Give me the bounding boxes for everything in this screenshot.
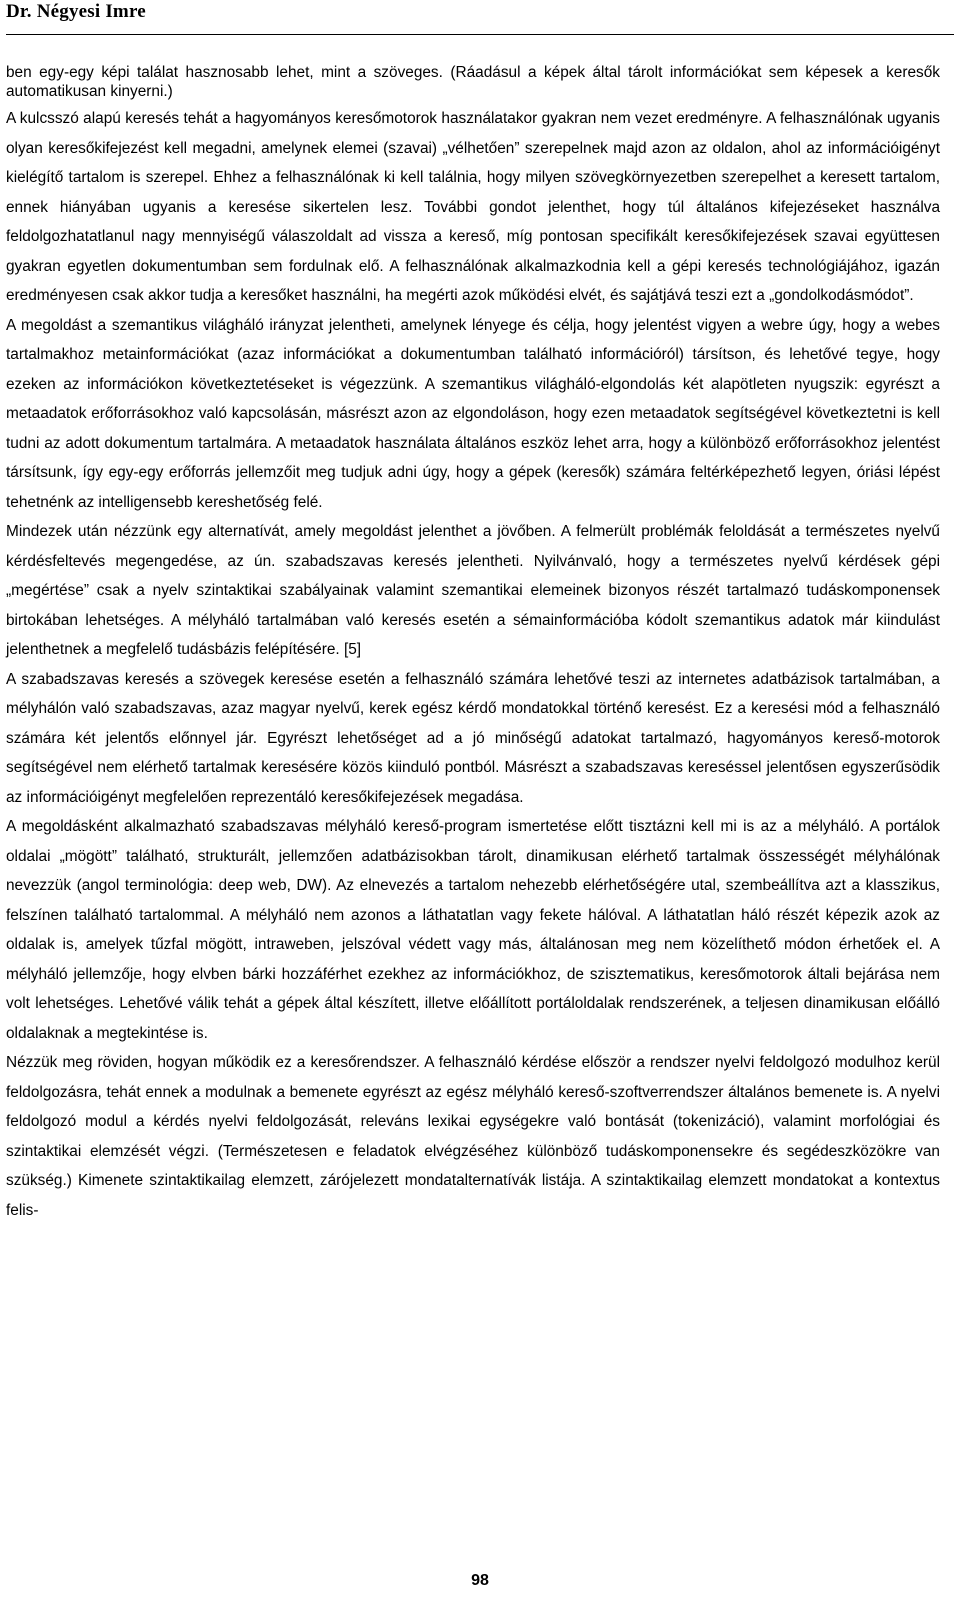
paragraph: A megoldásként alkalmazható szabadszavas mélyháló kereső-program ismertetése előtt tisztázni kell mi is az a mélyháló. A portálok oldalai „mögött” található, strukturált, jellemzően adatbázisokban tárolt, dinamikusan elérhető tartalmak összességét mélyhálónak nevezzük (angol terminológia: deep web, DW). Az elnevezés a tartalom nehezebb elérhetőségére utal, szembeállítva azt a klasszikus, felszínen található tartalommal. A mélyháló nem azonos a láthatatlan vagy fekete hálóval. A láthatatlan háló részét képezik azok az oldalak is, amelyek tűzfal mögött, intraweben, jelszóval védett vagy más, általánosan meg nem közelíthető módon érhetőek el. A mélyháló jellemzője, hogy elvben bárki hozzáférhet ezekhez az információkhoz, de szisztematikus, keresőmotorok általi bejárása nem volt lehetséges. Lehetővé válik tehát a gépek által készített, illetve előállított portáloldalak rendszerének, a teljesen dinamikusan előálló oldalaknak a megtekintése is.: [6, 818, 940, 1042]
paragraph: A megoldást a szemantikus világháló irányzat jelentheti, amelynek lényege és célja, hogy jelentést vigyen a webre úgy, hogy a webes tartalmakhoz metainformációkat (azaz információkat a dokumentumban található információról) társítson, és lehetővé tegye, hogy ezeken az információkon következtetéseket is végezzünk. A szemantikus világháló-elgondolás két alapötleten nyugszik: egyrészt a metaadatok erőforrásokhoz való kapcsolásán, másrészt azon az elgondoláson, hogy ezen metaadatok segítségével következtetni is kell tudni az adott dokumentum tartalmára. A metaadatok használata általános eszköz lehet arra, hogy a különböző erőforrásokhoz jelentést társítsunk, így egy-egy erőforrás jellemzőit meg tudjuk adni úgy, hogy a gépek (keresők) számára feltérképezhető legyen, óriási lépést tehetnénk az intelligensebb kereshetőség felé.: [6, 316, 940, 511]
paragraph: A szabadszavas keresés a szövegek keresése esetén a felhasználó számára lehetővé teszi az internetes adatbázisok tartalmában, a mélyhálón való szabadszavas, azaz magyar nyelvű, kerek egész kérdő mondatokkal történő keresést. Ez a keresési mód a felhasználó számára két jelentős előnnyel jár. Egyrészt lehetőséget ad a jó minőségű adatokat tartalmazó, hagyományos kereső-motorok segítségével nem elérhető tartalmak keresésére közös kiinduló pontból. Másrészt a szabadszavas kereséssel jelentősen egyszerűsödik az információigényt megfelelően reprezentáló keresőkifejezések megadása.: [6, 670, 940, 806]
page-header: [6, 0, 954, 35]
paragraph: A kulcsszó alapú keresés tehát a hagyományos keresőmotorok használatakor gyakran nem vezet eredményre. A felhasználónak ugyanis olyan keresőkifejezést kell megadni, amelynek elemei (szavai) „vélhetően” szerepelnek majd azon az oldalon, ahol az információigényt kielégítő tartalom is szerepel. Ehhez a felhasználónak ki kell találnia, hogy milyen szövegkörnyezetben szerepelhet a keresett tartalom, ennek hiányában ugyanis a keresése sikertelen lesz. További gondot jelenthet, hogy túl általános kifejezéseket használva feldolgozhatatlanul nagy mennyiségű válaszoldalt ad vissza a kereső, míg pontosan specifikált keresőkifejezések szavai együttesen gyakran egyetlen dokumentumban sem fordulnak elő. A felhasználónak alkalmazkodnia kell a gépi keresés technológiájához, igazán eredményesen csak akkor tudja a keresőket használni, ha megérti azok működési elvét, és sajátjává teszi ezt a „gondolkodásmódot”.: [6, 110, 940, 304]
paragraph: ben egy-egy képi találat hasznosabb lehet, mint a szöveges. (Ráadásul a képek által tárolt információkat sem képesek a keresők automatikusan kinyerni.): [6, 64, 940, 100]
page-number: 98: [471, 1572, 489, 1589]
paragraph: Nézzük meg röviden, hogyan működik ez a keresőrendszer. A felhasználó kérdése először a rendszer nyelvi feldolgozó modulhoz kerül feldolgozásra, tehát ennek a modulnak a bemenete egyrészt az egész mélyháló kereső-szoftverrendszer általános bemenete is. A nyelvi feldolgozó modul a kérdés nyelvi feldolgozását, releváns lexikai egységekre való bontását (tokenizáció), valamint morfológiai és szintaktikai elemzését végzi. (Természetesen e feladatok elvégzéséhez különböző tudáskomponensekre és segédeszközökre van szükség.) Kimenete szintaktikailag elemzett, zárójelezett mondatalternatívák listája. A szintaktikailag elemzett mondatokat a kontextus felis-: [6, 1054, 940, 1219]
paragraph: Mindezek után nézzünk egy alternatívát, amely megoldást jelenthet a jövőben. A felmerült problémák feloldását a természetes nyelvű kérdésfeltevés megengedése, az ún. szabadszavas keresés jelentheti. Nyilvánvaló, hogy a természetes nyelvű kérdések gépi „megértése” csak a nyelv szintaktikai szabályainak valamint szemantikai elemeinek bizonyos részét tartalmazó tudáskomponensek birtokában lehetséges. A mélyháló tartalmában való keresés esetén a sémainformációba kódolt szemantikus adatok már kiindulást jelenthetnek a megfelelő tudásbázis felépítésére. [5]: [6, 523, 940, 658]
header-title: Dr. Négyesi Imre: [6, 1, 146, 22]
body-text: [6, 63, 940, 1225]
